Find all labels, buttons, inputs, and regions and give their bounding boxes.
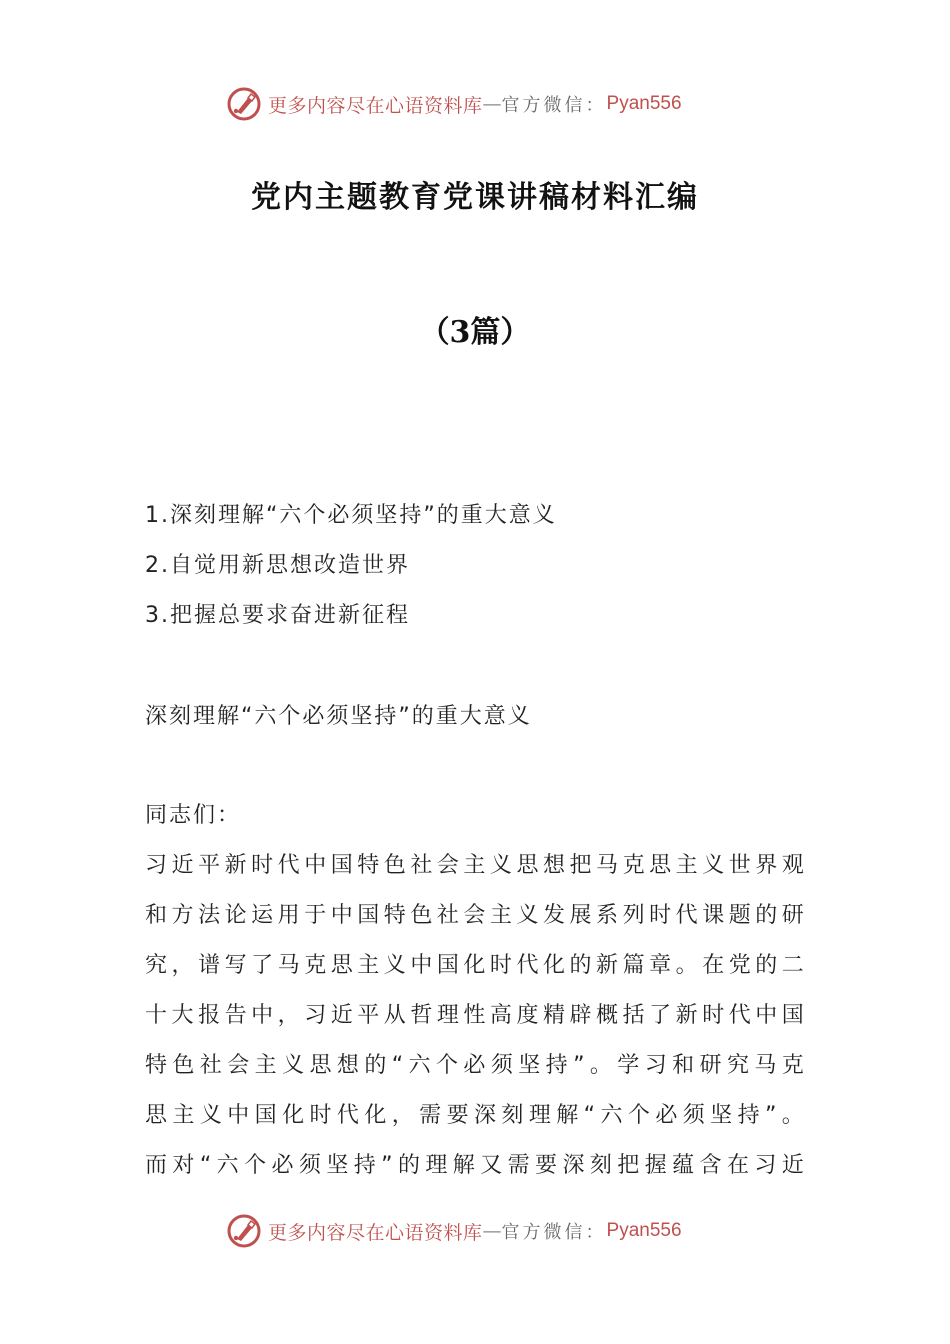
paragraph-line: 而对“六个必须坚持”的理解又需要深刻把握蕴含在习近 [145,1153,805,1178]
paragraph-line: 特色社会主义思想的“六个必须坚持”。学习和研究马克 [145,1053,805,1078]
watermark-slogan: 更多内容尽在心语资料库 [268,94,483,117]
header-watermark-banner [226,84,682,124]
watermark-slogan: 更多内容尽在心语资料库 [268,1221,483,1244]
watermark-wechat-label: 官方微信： [501,95,607,116]
paragraph-line: 和方法论运用于中国特色社会主义发展系列时代课题的研 [145,903,805,928]
paragraph-line: 思主义中国化时代化，需要深刻理解“六个必须坚持”。 [145,1103,805,1128]
paragraph-line: 习近平新时代中国特色社会主义思想把马克思主义世界观 [145,853,805,878]
toc-item: 3.把握总要求奋进新征程 [145,603,410,628]
toc-item: 1.深刻理解“六个必须坚持”的重大意义 [145,503,557,528]
watermark-wechat-label: 官方微信： [501,1222,607,1243]
body-paragraph [145,846,805,1196]
section-heading: 深刻理解“六个必须坚持”的重大意义 [145,704,532,729]
document-subtitle: （3篇） [419,315,531,350]
pen-nib-logo-icon [226,1213,262,1249]
footer-watermark-banner [226,1211,682,1251]
salutation: 同志们： [145,803,242,828]
document-title: 党内主题教育党课讲稿材料汇编 [251,180,699,215]
watermark-dash: — [482,1220,502,1242]
paragraph-line: 十大报告中，习近平从哲理性高度精辟概括了新时代中国 [145,1003,805,1028]
toc-item: 2.自觉用新思想改造世界 [145,553,410,578]
watermark-wechat-handle: Pyan556 [606,93,682,114]
table-of-contents [145,496,557,646]
watermark-dash: — [482,93,502,115]
paragraph-line: 究，谱写了马克思主义中国化时代化的新篇章。在党的二 [145,953,805,978]
pen-nib-logo-icon [226,86,262,122]
watermark-wechat-handle: Pyan556 [606,1220,682,1241]
